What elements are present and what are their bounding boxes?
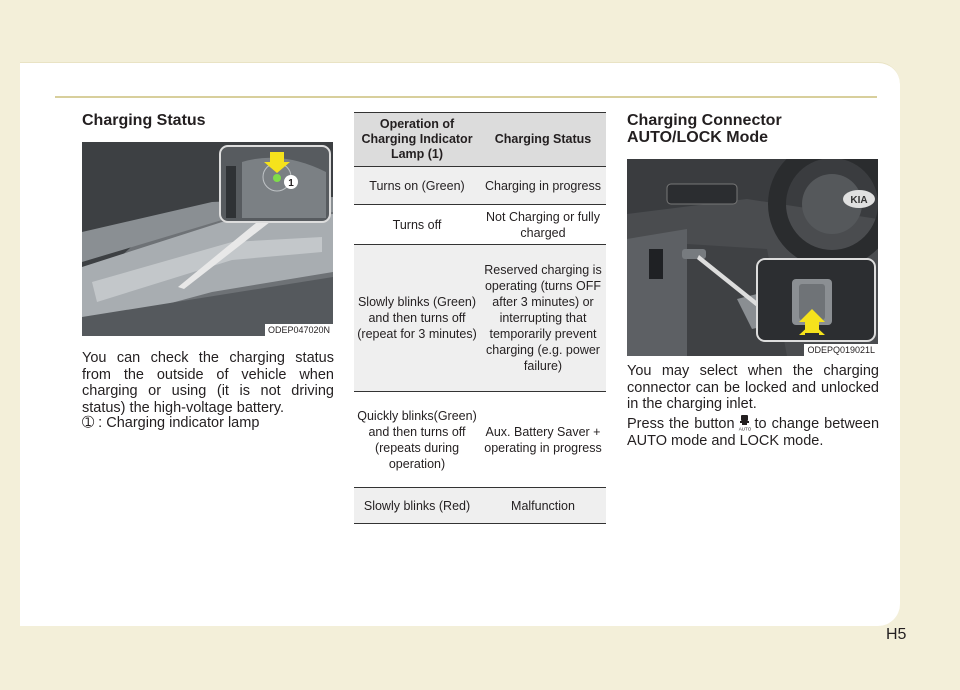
kia-badge: KIA	[850, 195, 868, 206]
callout-number: 1	[288, 178, 294, 189]
auto-lock-heading	[627, 112, 879, 146]
table-header-row	[354, 113, 606, 167]
windshield-drawing	[82, 142, 333, 336]
legend-marker: ➀	[82, 415, 95, 431]
auto-lock-button-icon	[738, 415, 752, 431]
vehicle-windshield-illustration	[82, 142, 333, 336]
operation-cell: Turns off	[354, 205, 480, 245]
dashboard-drawing	[627, 159, 878, 356]
table-row	[354, 488, 606, 524]
heading-line-1: Charging Connector	[627, 112, 782, 129]
legend-line	[82, 415, 334, 431]
table-row	[354, 392, 606, 488]
heading-line-2: AUTO/LOCK Mode	[627, 129, 769, 146]
status-cell: Malfunction	[480, 488, 606, 524]
table-row	[354, 205, 606, 245]
page-number: H5	[886, 626, 907, 643]
table-row	[354, 245, 606, 392]
status-cell: Charging in progress	[480, 167, 606, 205]
operation-cell: Quickly blinks(Green) and then turns off (repeats during operation)	[354, 392, 480, 488]
auto-icon-label: AUTO	[738, 426, 751, 431]
image-code: ODEP047020N	[265, 324, 333, 336]
status-cell: Reserved charging is operating (turns OFF after 3 minutes) or interrupting that temporarily prevent charging (e.g. power failure)	[480, 245, 606, 392]
top-rule	[55, 96, 877, 98]
auto-lock-paragraph: You may select when the charging connector can be locked and unlocked in the charging inlet.	[627, 363, 879, 412]
operation-cell: Turns on (Green)	[354, 167, 480, 205]
header-operation: Operation of Charging Indicator Lamp (1)	[354, 113, 480, 167]
charging-status-table	[354, 112, 606, 524]
operation-cell: Slowly blinks (Red)	[354, 488, 480, 524]
charging-status-paragraph: You can check the charging status from the outside of vehicle when charging or using (it is not driving status) the high-voltage battery.	[82, 350, 334, 416]
status-cell: Aux. Battery Saver + operating in progress	[480, 392, 606, 488]
legend-text: : Charging indicator lamp	[94, 415, 260, 431]
operation-cell: Slowly blinks (Green) and then turns off (repeat for 3 minutes)	[354, 245, 480, 392]
status-cell: Not Charging or fully charged	[480, 205, 606, 245]
charging-status-heading: Charging Status	[82, 112, 206, 129]
table-row	[354, 167, 606, 205]
dashboard-button-illustration	[627, 159, 878, 356]
header-status: Charging Status	[480, 113, 606, 167]
press-text-before: Press the button	[627, 416, 735, 432]
press-text-after: to change between AUTO mode and LOCK mode.	[627, 416, 880, 449]
press-button-paragraph	[627, 415, 879, 449]
image-code: ODEPQ019021L	[804, 344, 878, 356]
